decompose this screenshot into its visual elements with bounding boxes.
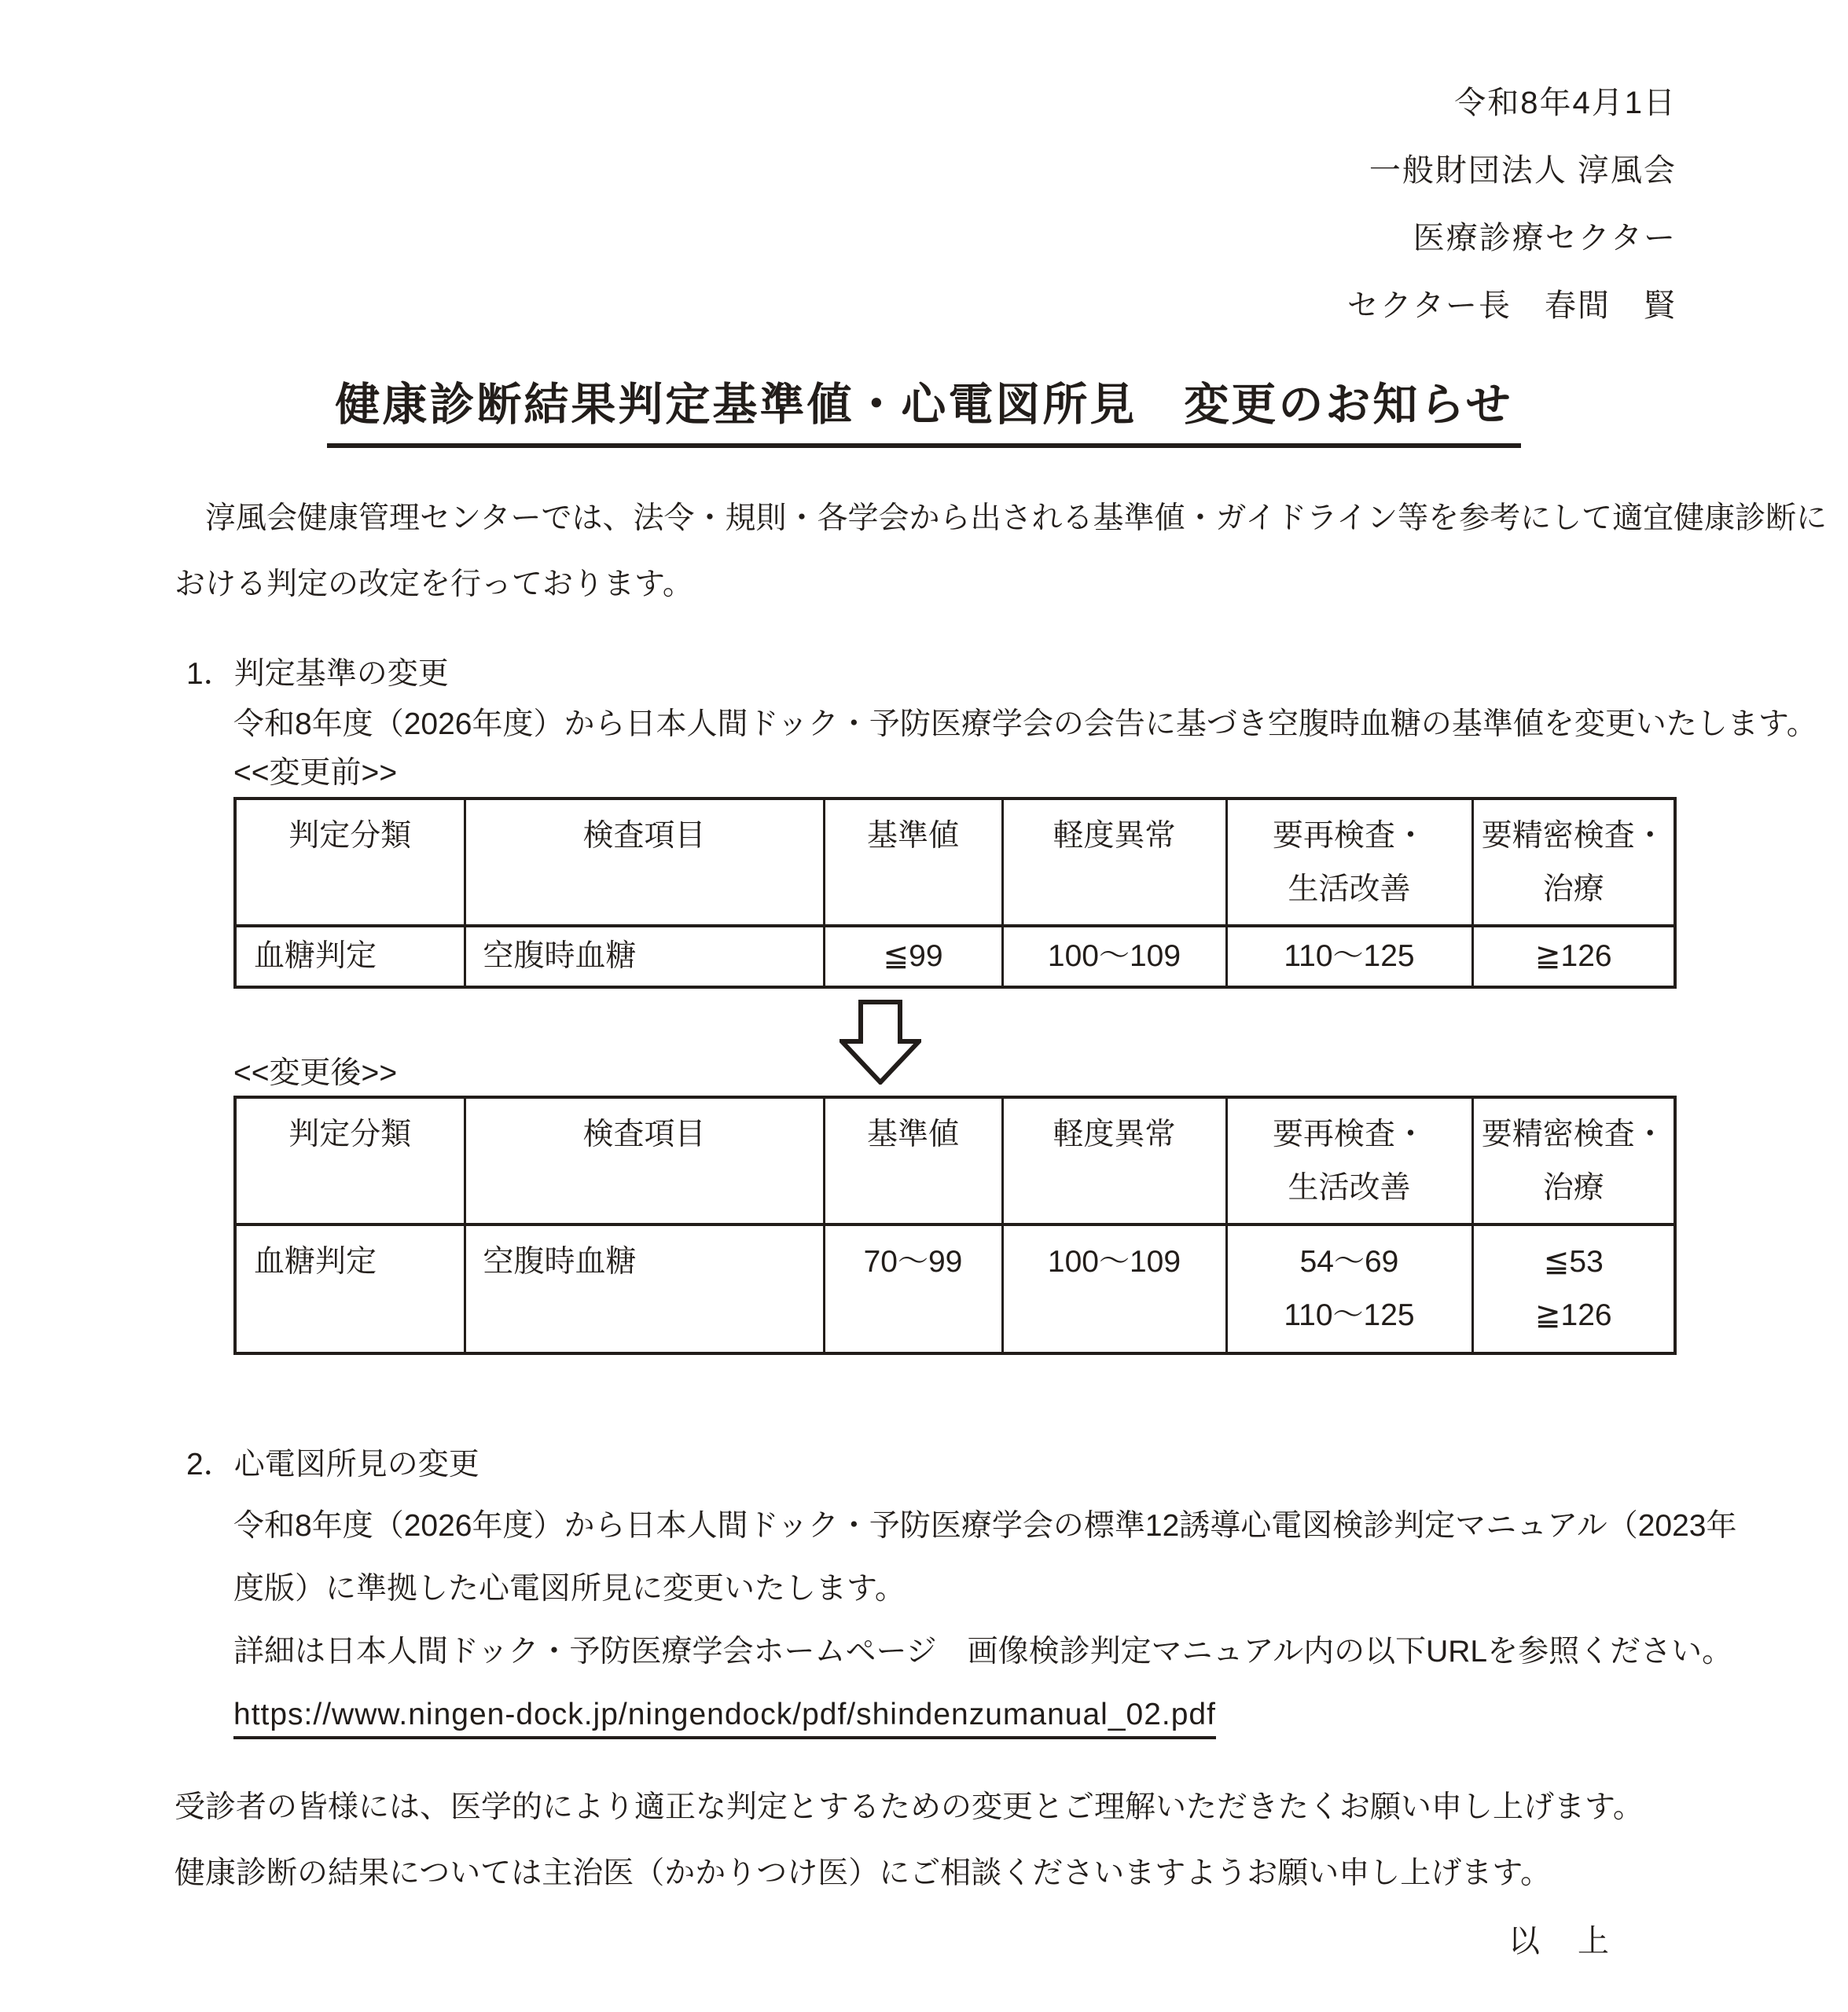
cell-mild-abnormal: 100〜109 [1002, 1224, 1226, 1353]
header-cell-standard: 基準値 [824, 799, 1002, 926]
header-cell-test-item: 検査項目 [465, 799, 824, 926]
header-cell-category: 判定分類 [235, 799, 465, 926]
label-after-change: <<変更後>> [233, 1056, 398, 1090]
title-wrap [0, 379, 1848, 448]
doc-organization: 一般財団法人 淳風会 [1369, 153, 1677, 188]
table-row [235, 926, 1675, 987]
section2-heading: 2．心電図所見の変更 [186, 1448, 479, 1481]
page-title: 健康診断結果判定基準値・心電図所見 変更のお知らせ [327, 379, 1520, 448]
manual-url-link[interactable]: https://www.ningen-dock.jp/ningendock/pdf/shindenzumanual_02.pdf [233, 1698, 1216, 1739]
section2-body [233, 1495, 1848, 1683]
intro-line: 淳風会健康管理センターでは、法令・規則・各学会から出される基準値・ガイドライン等を参考にして適宜健康診断に [175, 501, 1828, 535]
section2-body-line: 度版）に準拠した心電図所見に変更いたします。 [233, 1572, 906, 1606]
cell-standard: ≦99 [824, 926, 1002, 987]
cell-standard: 70〜99 [824, 1224, 1002, 1353]
cell-reexam: 54〜69 110〜125 [1226, 1224, 1472, 1353]
header-cell-test-item: 検査項目 [465, 1097, 824, 1224]
cell-detailed-exam: ≧126 [1472, 926, 1675, 987]
intro-paragraph [175, 486, 1828, 618]
header-cell-standard: 基準値 [824, 1097, 1002, 1224]
cell-detailed-exam: ≦53 ≧126 [1472, 1224, 1675, 1353]
label-before-change: <<変更前>> [233, 756, 398, 790]
header-cell-mild-abnormal: 軽度異常 [1002, 799, 1226, 926]
cell-reexam: 110〜125 [1226, 926, 1472, 987]
header-cell-detailed-exam: 要精密検査・ 治療 [1472, 1097, 1675, 1224]
doc-signer: セクター長 春間 賢 [1347, 288, 1677, 323]
closing-line: 健康診断の結果については主治医（かかりつけ医）にご相談くださいますようお願い申し上げます。 [175, 1856, 1552, 1890]
doc-department: 医療診療セクター [1413, 221, 1677, 255]
section1-body: 令和8年度（2026年度）から日本人間ドック・予防医療学会の会告に基づき空腹時血糖の基準値を変更いたします。 [233, 707, 1817, 741]
closing-paragraph [175, 1775, 1769, 1907]
sign-off: 以 上 [1508, 1924, 1612, 1959]
header-cell-detailed-exam: 要精密検査・ 治療 [1472, 799, 1675, 926]
cell-test-item: 空腹時血糖 [465, 1224, 824, 1353]
header-cell-mild-abnormal: 軽度異常 [1002, 1097, 1226, 1224]
header-cell-category: 判定分類 [235, 1097, 465, 1224]
down-arrow-icon [839, 1000, 921, 1085]
criteria-table-before [233, 797, 1677, 989]
intro-line: おける判定の改定を行っております。 [175, 567, 693, 601]
cell-category: 血糖判定 [235, 1224, 465, 1353]
cell-category: 血糖判定 [235, 926, 465, 987]
closing-line: 受診者の皆様には、医学的により適正な判定とするための変更とご理解いただきたくお願い申し上げます。 [175, 1790, 1644, 1824]
cell-mild-abnormal: 100〜109 [1002, 926, 1226, 987]
url-line [233, 1683, 1848, 1746]
section1-heading: 1．判定基準の変更 [186, 657, 449, 691]
table-header-row [235, 1097, 1675, 1224]
table-row [235, 1224, 1675, 1353]
section2-detail-line: 詳細は日本人間ドック・予防医療学会ホームページ 画像検診判定マニュアル内の以下URLを参照ください。 [233, 1635, 1733, 1669]
header-cell-reexam: 要再検査・ 生活改善 [1226, 1097, 1472, 1224]
cell-test-item: 空腹時血糖 [465, 926, 824, 987]
table-header-row [235, 799, 1675, 926]
document-header [0, 0, 1848, 340]
between-tables [0, 989, 1848, 1096]
header-cell-reexam: 要再検査・ 生活改善 [1226, 799, 1472, 926]
criteria-table-after [233, 1096, 1677, 1355]
doc-date: 令和8年4月1日 [1454, 86, 1677, 120]
section2-body-line: 令和8年度（2026年度）から日本人間ドック・予防医療学会の標準12誘導心電図検診判定マニュアル（2023年 [233, 1509, 1737, 1543]
